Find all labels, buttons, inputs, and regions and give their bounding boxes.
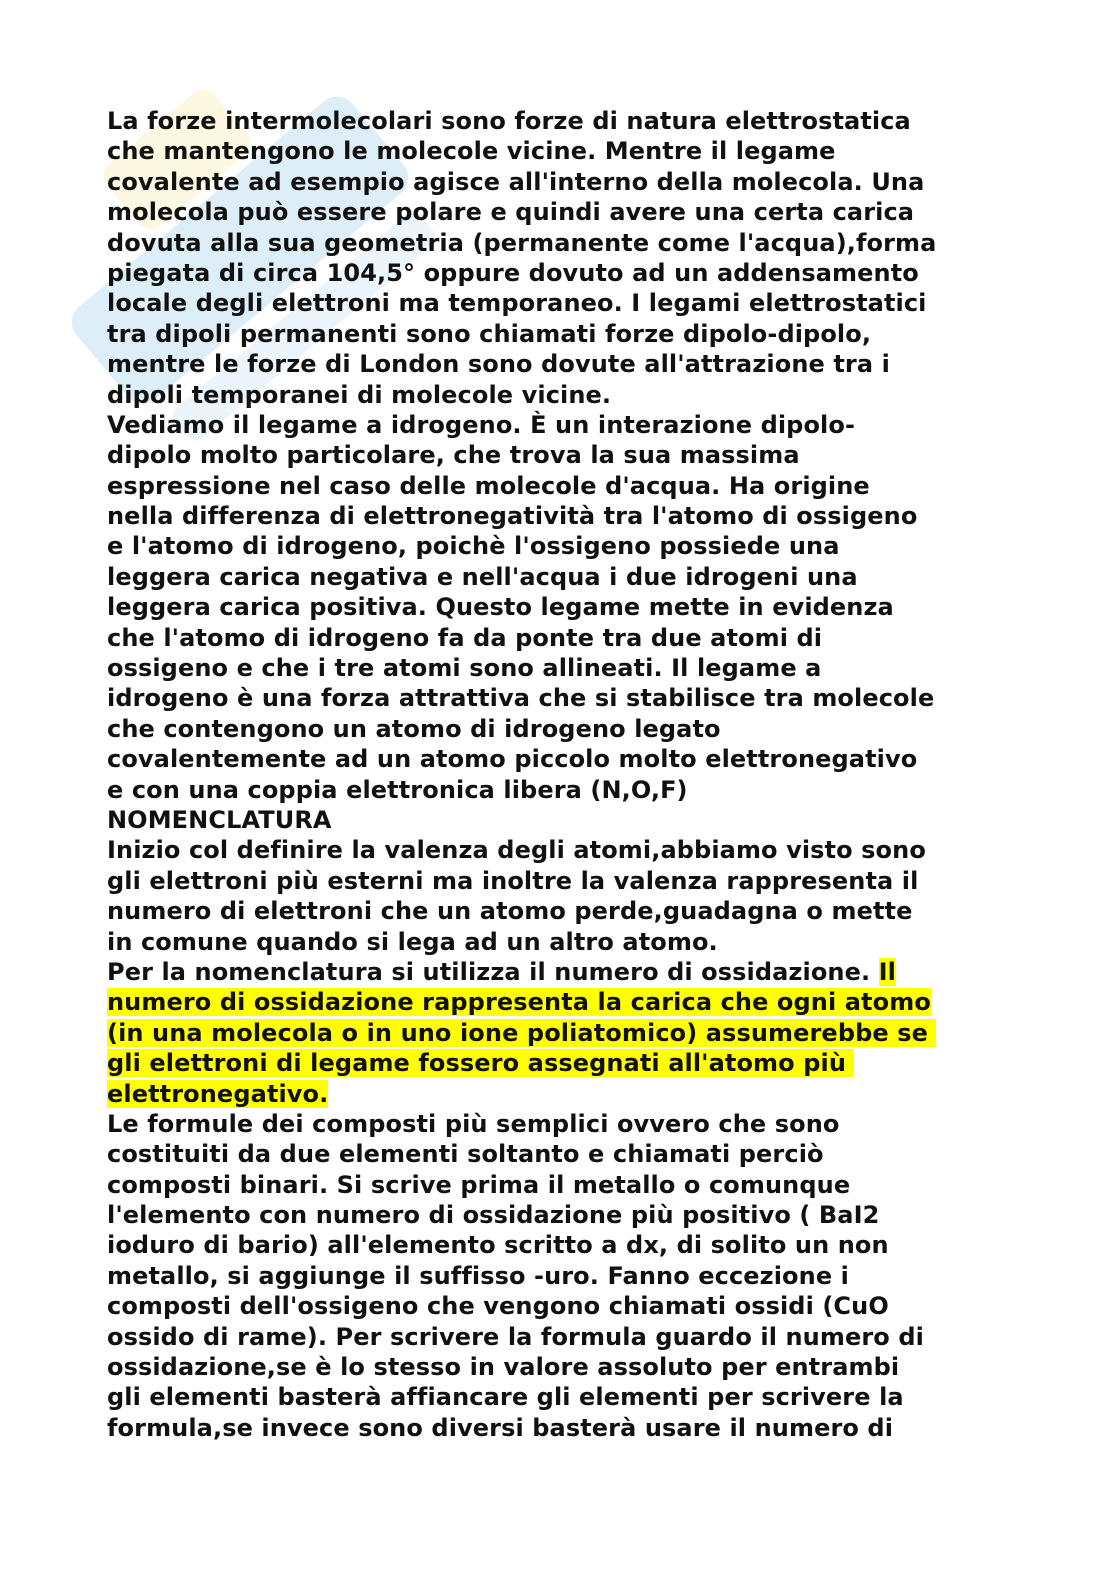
text-line xyxy=(107,197,1007,227)
document-body xyxy=(107,106,1007,1443)
line-text: in comune quando si lega ad un altro atomo. xyxy=(107,927,718,956)
line-text: Per la nomenclatura si utilizza il numero di ossidazione. xyxy=(107,957,879,986)
text-line xyxy=(107,683,1007,713)
line-text: ossido di rame). Per scrivere la formula guardo il numero di xyxy=(107,1322,924,1351)
text-line xyxy=(107,258,1007,288)
text-line xyxy=(107,775,1007,805)
text-line xyxy=(107,1109,1007,1139)
text-line xyxy=(107,1413,1007,1443)
text-line xyxy=(107,1382,1007,1412)
line-text: metallo, si aggiunge il suffisso -uro. Fanno eccezione i xyxy=(107,1261,849,1290)
line-text: e con una coppia elettronica libera (N,O,F) xyxy=(107,775,688,804)
line-text: nella differenza di elettronegatività tra l'atomo di ossigeno xyxy=(107,502,918,531)
text-line xyxy=(107,592,1007,622)
line-text: Le formule dei composti più semplici ovvero che sono xyxy=(107,1109,840,1138)
line-text: composti binari. Si scrive prima il metallo o comunque xyxy=(107,1170,851,1199)
line-text: idrogeno è una forza attrattiva che si stabilisce tra molecole xyxy=(107,684,935,713)
line-text: piegata di circa 104,5° oppure dovuto ad un addensamento xyxy=(107,258,919,287)
highlighted-text: elettronegativo. xyxy=(107,1079,329,1108)
highlighted-text: Il xyxy=(878,957,897,986)
text-line xyxy=(107,1322,1007,1352)
line-text: Inizio col definire la valenza degli atomi,abbiamo visto sono xyxy=(107,836,926,865)
highlighted-text: gli elettroni di legame fossero assegnati all'atomo più xyxy=(107,1049,855,1078)
line-text: Vediamo il legame a idrogeno. È un interazione dipolo- xyxy=(107,410,856,439)
line-text: ioduro di bario) all'elemento scritto a dx, di solito un non xyxy=(107,1231,889,1260)
line-text: tra dipoli permanenti sono chiamati forze dipolo-dipolo, xyxy=(107,319,872,348)
line-text: che contengono un atomo di idrogeno legato xyxy=(107,714,721,743)
text-line xyxy=(107,440,1007,470)
text-line xyxy=(107,228,1007,258)
line-text: costituiti da due elementi soltanto e chiamati perciò xyxy=(107,1140,824,1169)
line-text: che mantengono le molecole vicine. Mentre il legame xyxy=(107,137,836,166)
line-text: leggera carica positiva. Questo legame mette in evidenza xyxy=(107,593,894,622)
line-text: locale degli elettroni ma temporaneo. I legami elettrostatici xyxy=(107,289,927,318)
text-line xyxy=(107,714,1007,744)
text-line xyxy=(107,288,1007,318)
text-line xyxy=(107,987,1007,1017)
text-line xyxy=(107,1170,1007,1200)
line-text: mentre le forze di London sono dovute all'attrazione tra i xyxy=(107,350,890,379)
highlighted-text: (in una molecola o in uno ione poliatomico) assumerebbe se xyxy=(107,1018,937,1047)
text-line xyxy=(107,805,1007,835)
text-line xyxy=(107,1352,1007,1382)
line-text: composti dell'ossigeno che vengono chiamati ossidi (CuO xyxy=(107,1292,889,1321)
text-line xyxy=(107,1139,1007,1169)
text-line xyxy=(107,531,1007,561)
line-text: NOMENCLATURA xyxy=(107,805,332,834)
highlighted-text: numero di ossidazione rappresenta la carica che ogni atomo xyxy=(107,988,931,1017)
line-text: ossidazione,se è lo stesso in valore assoluto per entrambi xyxy=(107,1353,900,1382)
line-text: dipolo molto particolare, che trova la sua massima xyxy=(107,441,800,470)
line-text: ossigeno e che i tre atomi sono allineati. Il legame a xyxy=(107,654,822,683)
text-line xyxy=(107,380,1007,410)
line-text: e l'atomo di idrogeno, poichè l'ossigeno possiede una xyxy=(107,532,840,561)
line-text: covalentemente ad un atomo piccolo molto elettronegativo xyxy=(107,745,918,774)
text-line xyxy=(107,744,1007,774)
line-text: l'elemento con numero di ossidazione più positivo ( BaI2 xyxy=(107,1201,880,1230)
line-text: gli elementi basterà affiancare gli elementi per scrivere la xyxy=(107,1383,904,1412)
line-text: dipoli temporanei di molecole vicine. xyxy=(107,380,612,409)
text-line xyxy=(107,106,1007,136)
text-line xyxy=(107,562,1007,592)
line-text: formula,se invece sono diversi basterà usare il numero di xyxy=(107,1413,894,1442)
text-line xyxy=(107,653,1007,683)
text-line xyxy=(107,1261,1007,1291)
line-text: numero di elettroni che un atomo perde,guadagna o mette xyxy=(107,897,913,926)
text-line xyxy=(107,1230,1007,1260)
text-line xyxy=(107,866,1007,896)
text-line xyxy=(107,1048,1007,1078)
line-text: gli elettroni più esterni ma inoltre la valenza rappresenta il xyxy=(107,866,919,895)
text-line xyxy=(107,349,1007,379)
text-line xyxy=(107,1200,1007,1230)
line-text: leggera carica negativa e nell'acqua i due idrogeni una xyxy=(107,562,858,591)
line-text: covalente ad esempio agisce all'interno della molecola. Una xyxy=(107,167,925,196)
text-line xyxy=(107,623,1007,653)
text-line xyxy=(107,501,1007,531)
text-line xyxy=(107,896,1007,926)
text-line xyxy=(107,927,1007,957)
line-text: che l'atomo di idrogeno fa da ponte tra due atomi di xyxy=(107,623,823,652)
text-line xyxy=(107,167,1007,197)
text-line xyxy=(107,136,1007,166)
line-text: La forze intermolecolari sono forze di natura elettrostatica xyxy=(107,107,911,135)
text-line xyxy=(107,957,1007,987)
text-line xyxy=(107,835,1007,865)
text-line xyxy=(107,1291,1007,1321)
text-line xyxy=(107,471,1007,501)
text-line xyxy=(107,1018,1007,1048)
line-text: molecola può essere polare e quindi avere una certa carica xyxy=(107,198,915,227)
text-line xyxy=(107,319,1007,349)
text-line xyxy=(107,410,1007,440)
text-line xyxy=(107,1079,1007,1109)
line-text: dovuta alla sua geometria (permanente come l'acqua),forma xyxy=(107,228,937,257)
line-text: espressione nel caso delle molecole d'acqua. Ha origine xyxy=(107,471,870,500)
